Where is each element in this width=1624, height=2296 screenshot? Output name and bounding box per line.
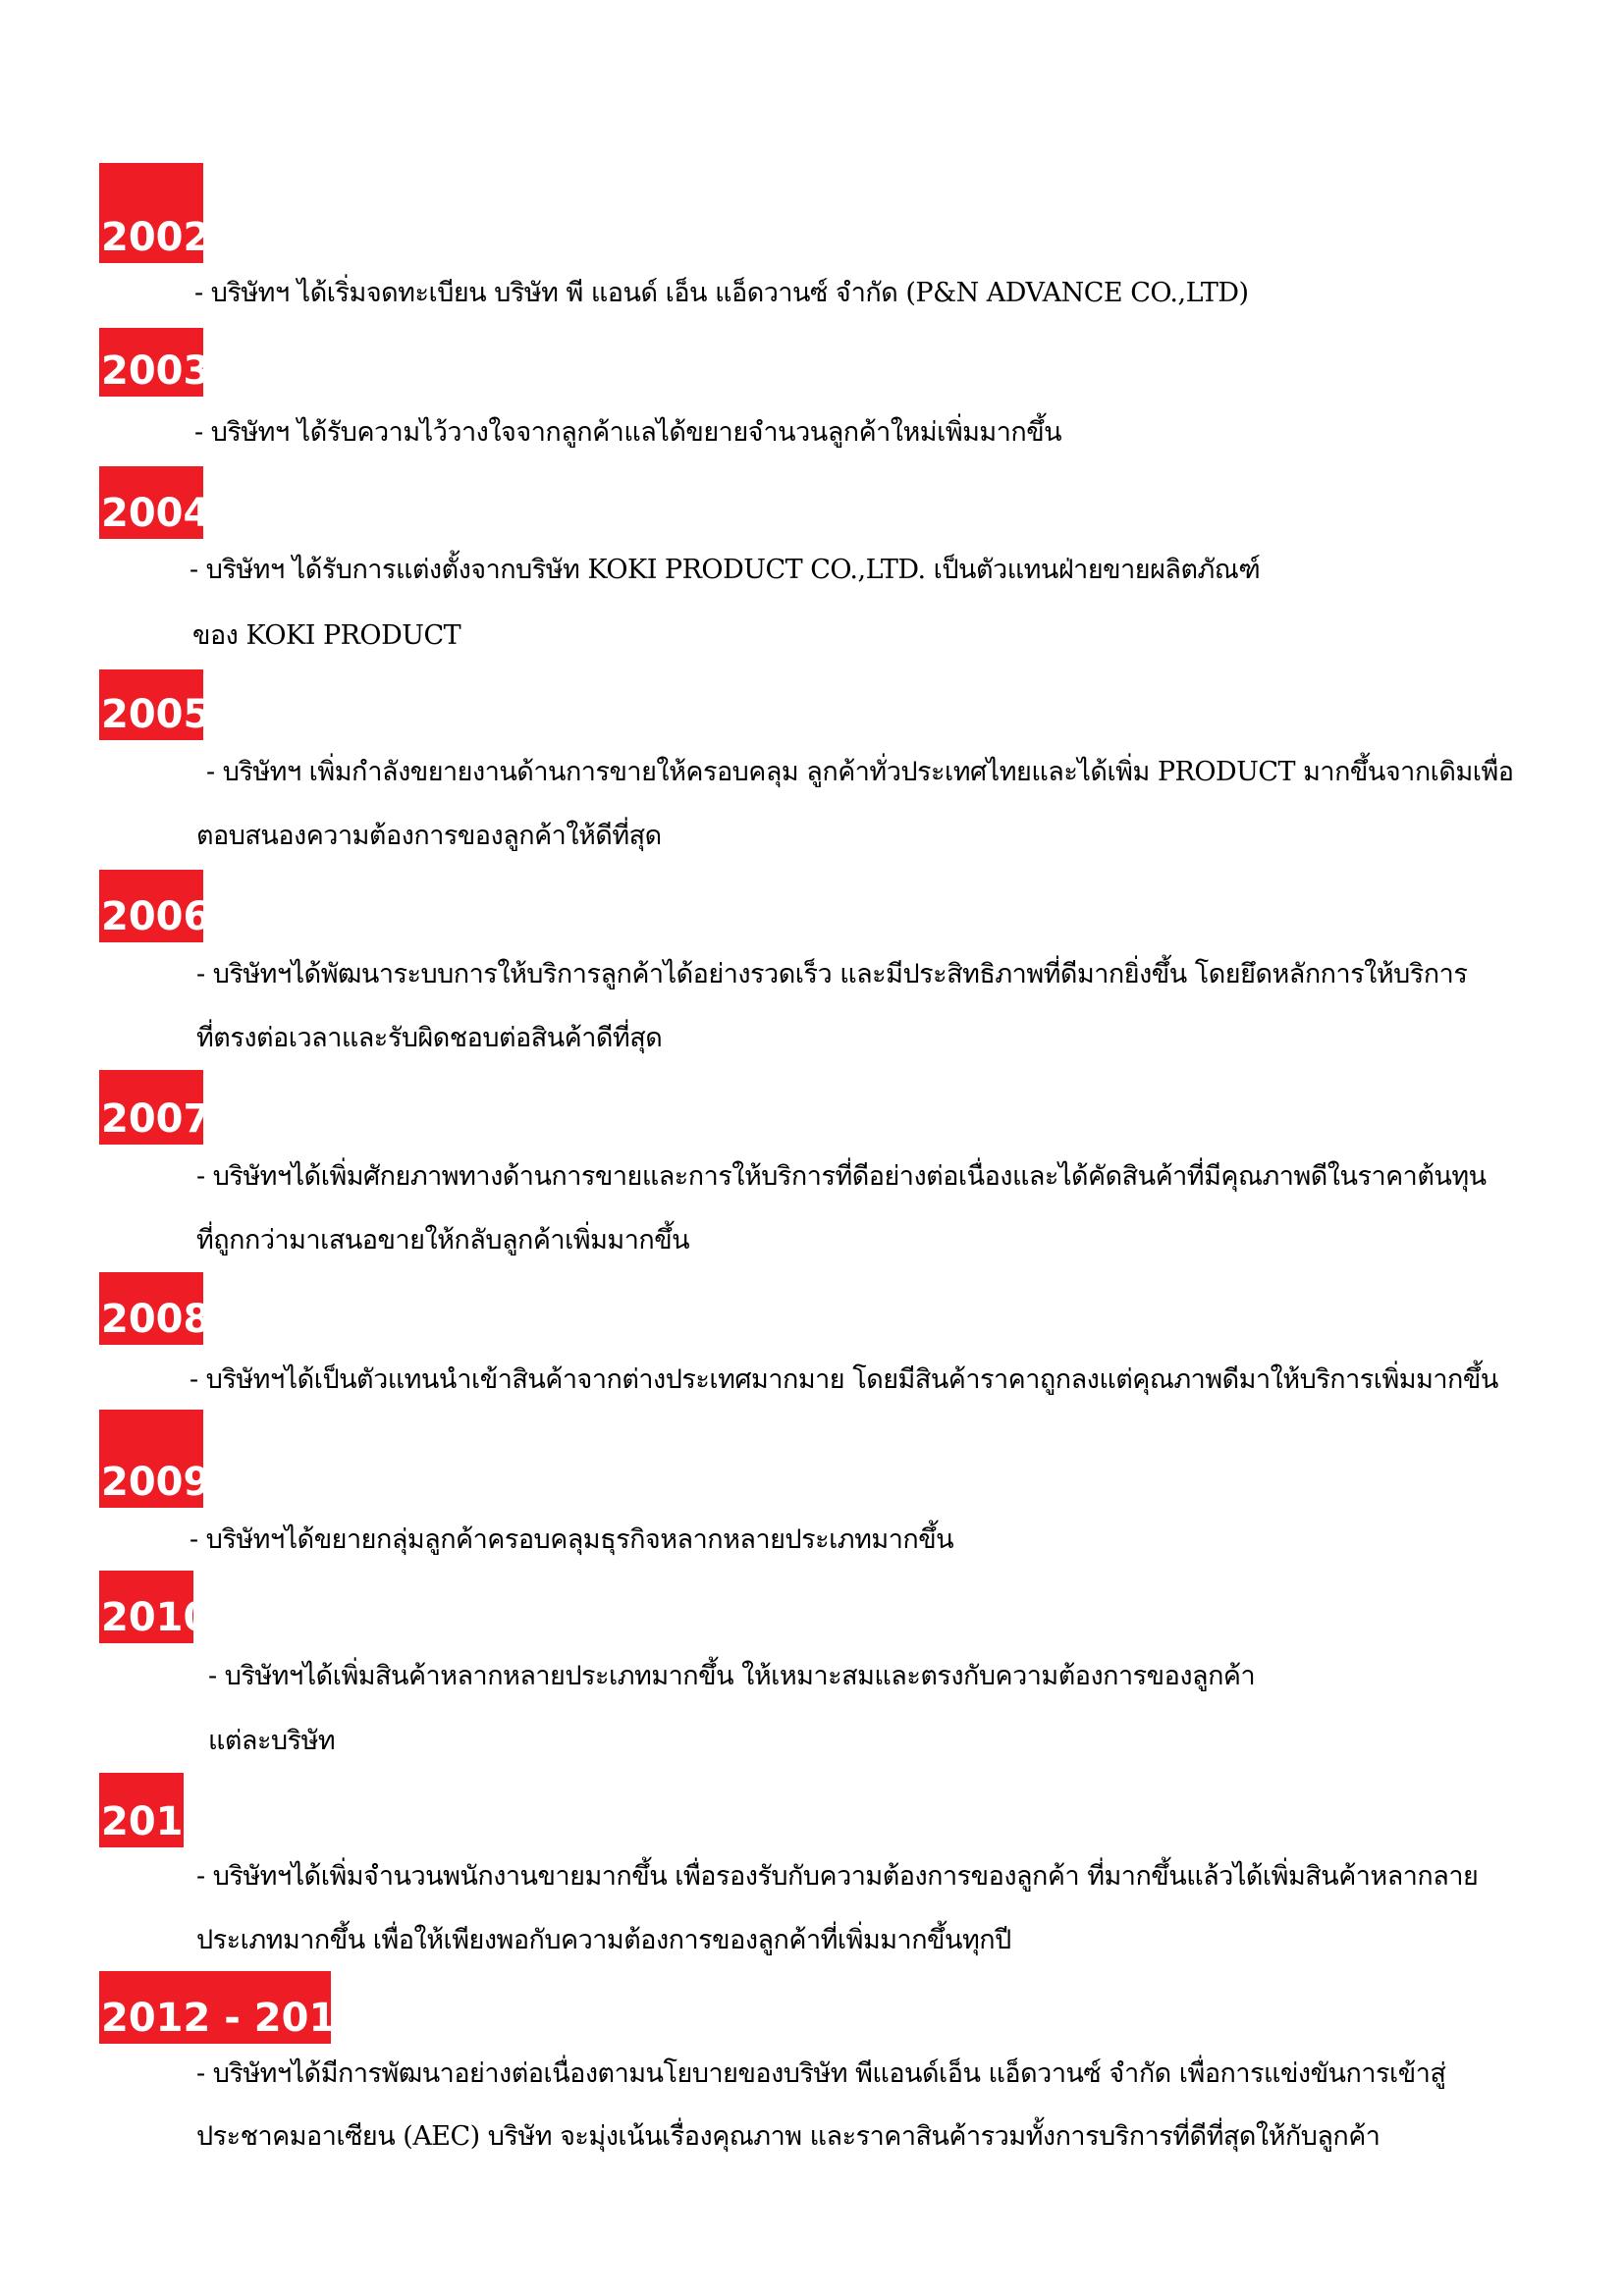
entry-2004-line-1: - บริษัทฯ ได้รับการแต่งตั้งจากบริษัท KOKI PRODUCT CO.,LTD. เป็นตัวแทนฝ่ายขายผลิตภัณฑ์ <box>189 555 1261 585</box>
entry-2004-line-2: ของ KOKI PRODUCT <box>192 620 461 651</box>
entry-2012-2015-line-1: - บริษัทฯได้มีการพัฒนาอย่างต่อเนื่องตามนโยบายของบริษัท พีแอนด์เอ็น แอ็ดวานซ์ จำกัด เพื่อการแข่งขันการเข้าสู่ <box>196 2058 1446 2089</box>
entry-2008-line-1: - บริษัทฯได้เป็นตัวแทนนำเข้าสินค้าจากต่างประเทศมากมาย โดยมีสินค้าราคาถูกลงแต่คุณภาพดีมาให้บริการเพิ่มมากขึ้น <box>189 1364 1498 1395</box>
year-badge-2007: 2007 <box>99 1070 203 1145</box>
year-badge-2011: 2011 <box>99 1773 184 1847</box>
year-badge-2006: 2006 <box>99 870 203 942</box>
entry-2007-line-2: ที่ถูกกว่ามาเสนอขายให้กลับลูกค้าเพิ่มมากขึ้น <box>196 1225 690 1255</box>
year-badge-2012-2015: 2012 - 2015 <box>99 1971 331 2044</box>
entry-2011-line-2: ประเภทมากขึ้น เพื่อให้เพียงพอกับความต้องการของลูกค้าที่เพิ่มมากขึ้นทุกปี <box>196 1925 1011 1955</box>
entry-2005-line-1: - บริษัทฯ เพิ่มกำลังขยายงานด้านการขายให้ครอบคลุม ลูกค้าทั่วประเทศไทยและได้เพิ่ม PRODUCT มากขึ้นจากเดิมเพื่อ <box>206 757 1514 787</box>
entry-2002-line-1: - บริษัทฯ ได้เริ่มจดทะเบียน บริษัท พี แอนด์ เอ็น แอ็ดวานซ์ จำกัด (P&N ADVANCE CO.,LTD) <box>194 278 1249 308</box>
entry-2007-line-1: - บริษัทฯได้เพิ่มศักยภาพทางด้านการขายและการให้บริการที่ดีอย่างต่อเนื่องและได้คัดสินค้าที่มีคุณภาพดีในราคาต้นทุน <box>196 1161 1487 1192</box>
entry-2006-line-2: ที่ตรงต่อเวลาและรับผิดชอบต่อสินค้าดีที่สุด <box>196 1023 663 1053</box>
year-badge-2005: 2005 <box>99 669 203 740</box>
entry-2011-line-1: - บริษัทฯได้เพิ่มจำนวนพนักงานขายมากขึ้น เพื่อรองรับกับความต้องการของลูกค้า ที่มากขึ้นแล้วได้เพิ่มสินค้าหลากลาย <box>196 1861 1479 1892</box>
entry-2010-line-1: - บริษัทฯได้เพิ่มสินค้าหลากหลายประเภทมากขึ้น ให้เหมาะสมและตรงกับความต้องการของลูกค้า <box>208 1661 1256 1691</box>
entry-2003-line-1: - บริษัทฯ ได้รับความไว้วางใจจากลูกค้าแลได้ขยายจำนวนลูกค้าใหม่เพิ่มมากขึ้น <box>194 417 1062 448</box>
entry-2005-line-2: ตอบสนองความต้องการของลูกค้าให้ดีที่สุด <box>196 821 662 851</box>
year-badge-2004: 2004 <box>99 466 203 539</box>
entry-2012-2015-line-2: ประชาคมอาเซียน (AEC) บริษัท จะมุ่งเน้นเรื่องคุณภาพ และราคาสินค้ารวมทั้งการบริการที่ดีที่สุดให้กับลูกค้า <box>196 2121 1380 2152</box>
year-badge-2010: 2010 <box>99 1571 193 1643</box>
entry-2010-line-2: แต่ละบริษัท <box>208 1726 336 1756</box>
year-badge-2009: 2009 <box>99 1410 203 1508</box>
year-badge-2008: 2008 <box>99 1272 203 1345</box>
entry-2006-line-1: - บริษัทฯได้พัฒนาระบบการให้บริการลูกค้าได้อย่างรวดเร็ว และมีประสิทธิภาพที่ดีมากยิ่งขึ้น โดยยึดหลักการให้บริการ <box>196 959 1468 989</box>
year-badge-2003: 2003 <box>99 328 203 397</box>
year-badge-2002: 2002 <box>99 163 203 263</box>
entry-2009-line-1: - บริษัทฯได้ขยายกลุ่มลูกค้าครอบคลุมธุรกิจหลากหลายประเภทมากขึ้น <box>189 1524 954 1555</box>
